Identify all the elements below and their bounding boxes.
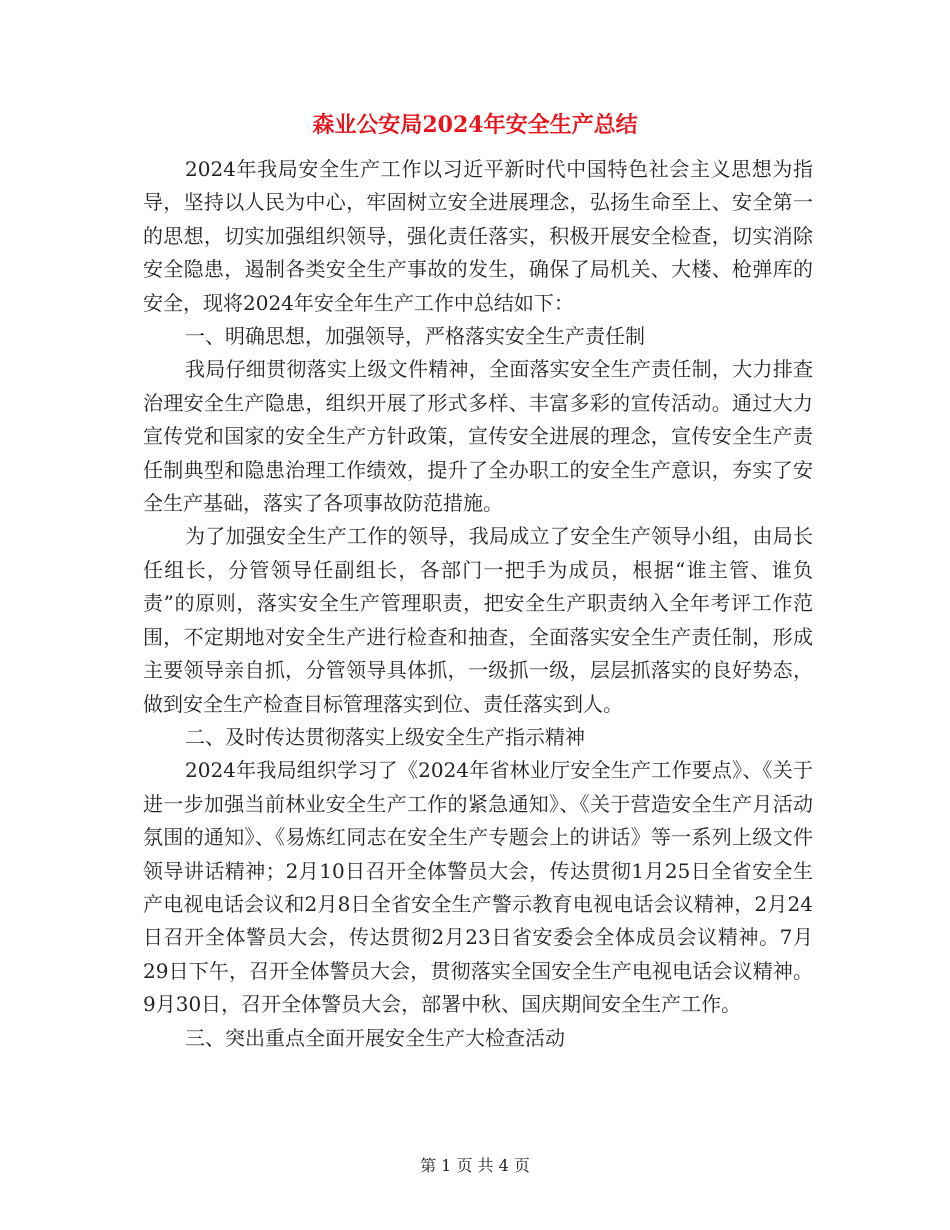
document-body [143, 153, 813, 1055]
section-heading-2: 二、及时传达贯彻落实上级安全生产指示精神 [185, 724, 585, 749]
section-heading-3: 三、突出重点全面开展安全生产大检查活动 [185, 1025, 565, 1050]
paragraph-2: 为了加强安全生产工作的领导，我局成立了安全生产领导小组，由局长任组长，分管领导任副组长，各部门一把手为成员，根据“谁主管、谁负责”的原则，落实安全生产管理职责，把安全生产职责纳入全年考评工作范围，不定期地对安全生产进行检查和抽查，全面落实安全生产责任制，形成主要领导亲自抓，分管领导具体抓，一级抓一级，层层抓落实的良好势态，做到安全生产检查目标管理落实到位、责任落实到人。 [143, 524, 813, 716]
document-title: 森业公安局2024年安全生产总结 [312, 112, 638, 138]
page-footer: 第 1 页 共 4 页 [420, 1156, 530, 1175]
paragraph-3: 2024年我局组织学习了《2024年省林业厅安全生产工作要点》、《关于进一步加强当前林业安全生产工作的紧急通知》、《关于营造安全生产月活动氛围的通知》、《易炼红同志在安全生产专题会上的讲话》等一系列上级文件领导讲话精神；2月10日召开全体警员大会，传达贯彻1月25日全省安全生产电视电话会议和2月8日全省安全生产警示教育电视电话会议精神，2月24日召开全体警员大会，传达贯彻2月23日省安委会全体成员会议精神。7月29日下午，召开全体警员大会，贯彻落实全国安全生产电视电话会议精神。9月30日，召开全体警员大会，部署中秋、国庆期间安全生产工作。 [143, 758, 813, 1017]
paragraph-intro: 2024年我局安全生产工作以习近平新时代中国特色社会主义思想为指导，坚持以人民为中心，牢固树立安全进展理念，弘扬生命至上、安全第一的思想，切实加强组织领导，强化责任落实，积极开展安全检查，切实消除安全隐患，遏制各类安全生产事故的发生，确保了局机关、大楼、枪弹库的安全，现将2024年安全年生产工作中总结如下： [143, 157, 813, 315]
section-heading-1: 一、明确思想，加强领导，严格落实安全生产责任制 [185, 324, 645, 349]
paragraph-1: 我局仔细贯彻落实上级文件精神，全面落实安全生产责任制，大力排查治理安全生产隐患，组织开展了形式多样、丰富多彩的宣传活动。通过大力宣传党和国家的安全生产方针政策，宣传安全进展的理念，宣传安全生产责任制典型和隐患治理工作绩效，提升了全办职工的安全生产意识，夯实了安全生产基础，落实了各项事故防范措施。 [143, 357, 813, 516]
